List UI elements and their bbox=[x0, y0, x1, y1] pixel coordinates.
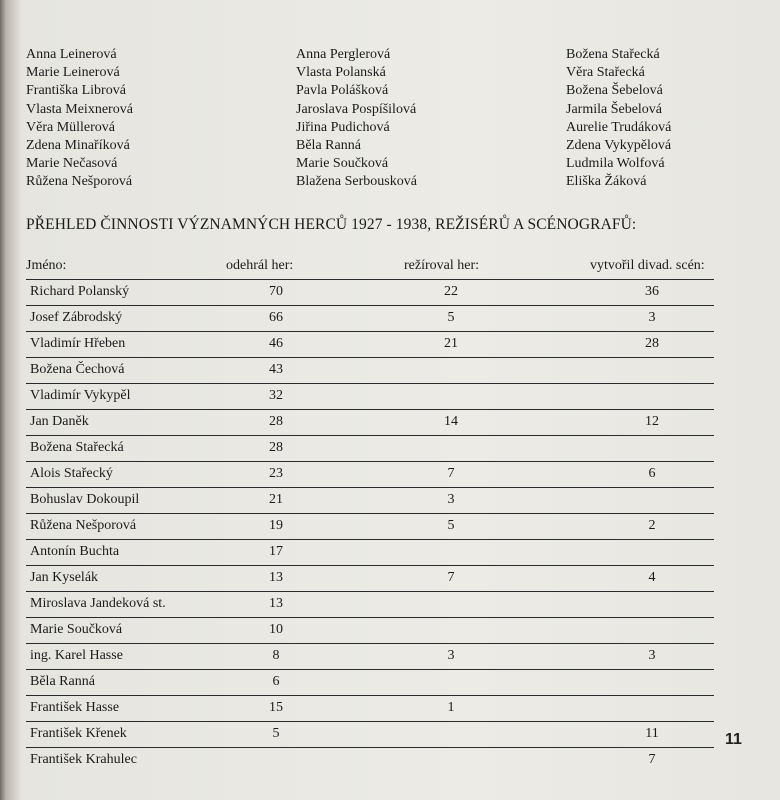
cell-played: 23 bbox=[269, 466, 283, 481]
cell-directed: 21 bbox=[444, 336, 458, 351]
cell-scenes: 12 bbox=[645, 414, 659, 429]
name-item: Aurelie Trudáková bbox=[566, 119, 672, 135]
table-row bbox=[26, 514, 714, 540]
cell-directed: 7 bbox=[447, 570, 455, 585]
cell-name: Bohuslav Dokoupil bbox=[30, 492, 140, 507]
name-item: Marie Leinerová bbox=[26, 65, 120, 81]
name-item: Marie Součková bbox=[296, 156, 389, 172]
cell-scenes: 7 bbox=[648, 752, 656, 767]
name-item: Věra Müllerová bbox=[26, 119, 116, 135]
name-item: Jaroslava Pospíšilová bbox=[296, 101, 417, 117]
name-item: Pavla Polášková bbox=[296, 83, 389, 99]
cell-played: 13 bbox=[269, 570, 283, 585]
cell-played: 10 bbox=[269, 622, 283, 637]
name-item: Zdena Vykypělová bbox=[566, 138, 672, 154]
table-row bbox=[26, 592, 714, 618]
table-row bbox=[26, 566, 714, 592]
table-row bbox=[26, 332, 714, 358]
cell-scenes: 2 bbox=[648, 518, 656, 533]
name-item: Eliška Žáková bbox=[566, 174, 647, 190]
cell-played: 6 bbox=[272, 674, 280, 689]
cell-scenes: 3 bbox=[648, 310, 656, 325]
table-row bbox=[26, 670, 714, 696]
name-item: Běla Ranná bbox=[296, 138, 361, 154]
cell-scenes: 28 bbox=[645, 336, 659, 351]
cell-name: Růžena Nešporová bbox=[30, 518, 137, 533]
cell-name: Božena Čechová bbox=[30, 362, 125, 377]
table-row bbox=[26, 306, 714, 332]
name-item: Jiřina Pudichová bbox=[296, 119, 390, 135]
cell-name: František Hasse bbox=[30, 700, 120, 715]
cell-played: 46 bbox=[269, 336, 283, 351]
table-row bbox=[26, 410, 714, 436]
cell-scenes: 4 bbox=[648, 570, 656, 585]
table-row bbox=[26, 644, 714, 670]
name-item: Ludmila Wolfová bbox=[566, 156, 665, 172]
cell-played: 5 bbox=[272, 726, 280, 741]
name-item: Anna Perglerová bbox=[296, 47, 391, 62]
names-column-3 bbox=[566, 46, 671, 192]
cell-name: Vladimír Hřeben bbox=[30, 336, 126, 351]
cell-name: Jan Kyselák bbox=[30, 570, 99, 585]
cell-scenes: 6 bbox=[648, 466, 656, 481]
cell-directed: 1 bbox=[447, 700, 455, 715]
cell-name: Richard Polanský bbox=[30, 284, 130, 299]
names-column-1 bbox=[26, 46, 133, 192]
cell-played: 15 bbox=[269, 700, 283, 715]
table-row bbox=[26, 436, 714, 462]
table-row bbox=[26, 384, 714, 410]
activity-table bbox=[26, 254, 714, 773]
section-heading: PŘEHLED ČINNOSTI VÝZNAMNÝCH HERCŮ 1927 - 1938, REŽISÉRŮ A SCÉNOGRAFŮ: bbox=[26, 216, 637, 233]
name-item: Božena Stařecká bbox=[566, 47, 660, 62]
table-row bbox=[26, 488, 714, 514]
cell-directed: 5 bbox=[447, 518, 455, 533]
cell-played: 13 bbox=[269, 596, 283, 611]
cell-name: Běla Ranná bbox=[30, 674, 95, 689]
cell-directed: 7 bbox=[447, 466, 455, 481]
table-row bbox=[26, 462, 714, 488]
cell-name: Vladimír Vykypěl bbox=[30, 388, 131, 403]
header-played: odehrál her: bbox=[226, 258, 294, 273]
cell-played: 8 bbox=[272, 648, 280, 663]
cell-directed: 14 bbox=[444, 414, 458, 429]
cell-directed: 22 bbox=[444, 284, 458, 299]
cell-played: 21 bbox=[269, 492, 283, 507]
table-row bbox=[26, 540, 714, 566]
cell-scenes: 11 bbox=[645, 726, 659, 741]
cell-name: Miroslava Jandeková st. bbox=[30, 596, 166, 611]
header-scenes: vytvořil divad. scén: bbox=[590, 258, 705, 273]
cell-name: Marie Součková bbox=[30, 622, 123, 637]
cell-directed: 3 bbox=[447, 492, 455, 507]
cell-scenes: 3 bbox=[648, 648, 656, 663]
name-item: Marie Nečasová bbox=[26, 156, 118, 172]
cell-played: 43 bbox=[269, 362, 283, 377]
cell-scenes: 36 bbox=[645, 284, 659, 299]
cell-name: František Křenek bbox=[30, 726, 127, 741]
cell-played: 32 bbox=[269, 388, 283, 403]
table-row bbox=[26, 280, 714, 306]
cell-played: 17 bbox=[269, 544, 283, 559]
cell-played: 70 bbox=[269, 284, 283, 299]
name-item: Věra Stařecká bbox=[566, 65, 645, 81]
cell-played: 28 bbox=[269, 414, 283, 429]
cell-directed: 3 bbox=[447, 648, 455, 663]
page-number: 11 bbox=[725, 731, 742, 748]
name-item: Jarmila Šebelová bbox=[566, 101, 663, 117]
name-item: Vlasta Polanská bbox=[296, 65, 386, 81]
cell-name: František Krahulec bbox=[30, 752, 137, 767]
cell-played: 19 bbox=[269, 518, 283, 533]
cell-played: 28 bbox=[269, 440, 283, 455]
name-item: Růžena Nešporová bbox=[26, 174, 133, 190]
cell-played: 66 bbox=[269, 310, 283, 325]
cell-directed: 5 bbox=[447, 310, 455, 325]
name-item: Božena Šebelová bbox=[566, 83, 663, 99]
header-name: Jméno: bbox=[26, 258, 67, 273]
table-row bbox=[26, 618, 714, 644]
header-directed: režíroval her: bbox=[404, 258, 480, 273]
table-row bbox=[26, 696, 714, 722]
name-item: Zdena Minaříková bbox=[26, 138, 130, 154]
cell-name: Alois Stařecký bbox=[30, 466, 113, 481]
name-item: Vlasta Meixnerová bbox=[26, 101, 133, 117]
name-item: Anna Leinerová bbox=[26, 47, 117, 62]
name-item: Františka Librová bbox=[26, 83, 126, 99]
table-row bbox=[26, 358, 714, 384]
cell-name: Josef Zábrodský bbox=[30, 310, 123, 325]
table-header bbox=[26, 254, 714, 280]
cell-name: Antonín Buchta bbox=[30, 544, 120, 559]
names-list bbox=[26, 46, 746, 196]
table-row bbox=[26, 722, 714, 748]
names-column-2 bbox=[296, 46, 417, 192]
table-row bbox=[26, 748, 714, 773]
name-item: Blažena Serbousková bbox=[296, 174, 417, 190]
cell-name: Jan Daněk bbox=[30, 414, 89, 429]
cell-name: ing. Karel Hasse bbox=[30, 648, 123, 663]
cell-name: Božena Stařecká bbox=[30, 440, 124, 455]
